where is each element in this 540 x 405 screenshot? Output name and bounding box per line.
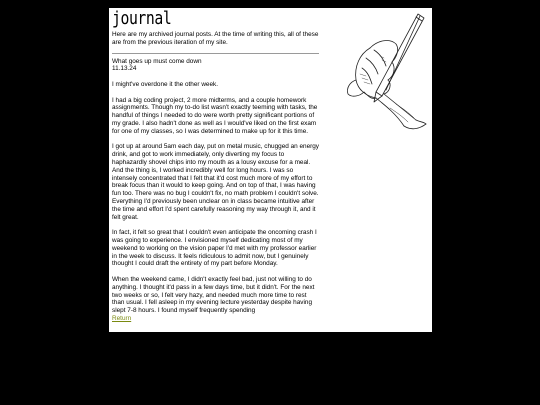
journal-page xyxy=(109,8,432,332)
post-date: 11.13.24 xyxy=(112,65,137,73)
post-paragraph: When the weekend came, I didn't exactly feel bad, just not willing to do anything. I thought it'd pass in a few days time, but it didn't. For the next two weeks or so, I felt very hazy, and needed much more time to rest than usual. I fell asleep in my evening lecture yesterday despite having slept 7-8 hours. I found myself frequently spending xyxy=(112,275,315,315)
post-paragraph: I had a big coding project, 2 more midterms, and a couple homework assignments. Though my to-do list wasn't exactly teeming with tasks, the handful of things I needed to do were worth pretty significant portions of my grade. I also hadn't done as well as I would've liked on the first exam for one of my classes, so I was determined to make up for it this time. xyxy=(112,96,318,135)
journal-content xyxy=(112,8,320,323)
site-logo: journal xyxy=(112,8,172,29)
post-title: What goes up must come down xyxy=(112,57,202,65)
hand-drawing-pencil-icon xyxy=(330,10,432,138)
return-link[interactable]: Return xyxy=(112,314,132,322)
intro-text: Here are my archived journal posts. At the time of writing this, all of these are from the previous iteration of my site. xyxy=(112,31,319,46)
post-paragraph: I might've overdone it the other week. xyxy=(112,80,219,88)
post-paragraph: In fact, it felt so great that I couldn't even anticipate the oncoming crash I was going to experience. I envisioned myself dedicating most of my weekend to working on the vision paper I'd met with my professor earlier in the week to discuss. It feels ridiculous to admit now, but I genuinely thought I could draft the entirety of my part before Monday. xyxy=(112,229,317,268)
post-paragraph: I got up at around 5am each day, put on metal music, chugged an energy drink, and got to work immediately, only diverting my focus to haphazardly shovel chips into my mouth as a lousy excuse for a meal. And the thing is, I worked incredibly well for long hours. I was so intensely concentrated that I felt that it'd cost much more of my effort to break focus than it would to keep going. And on top of that, I was having fun too. There was no bug I couldn't fix, no math problem I couldn't solve. Everything I'd previously been unclear on in class became intuitive after the time and effort I'd spent carefully reasoning my way through it, and it felt great. xyxy=(112,143,319,221)
divider xyxy=(112,53,319,54)
